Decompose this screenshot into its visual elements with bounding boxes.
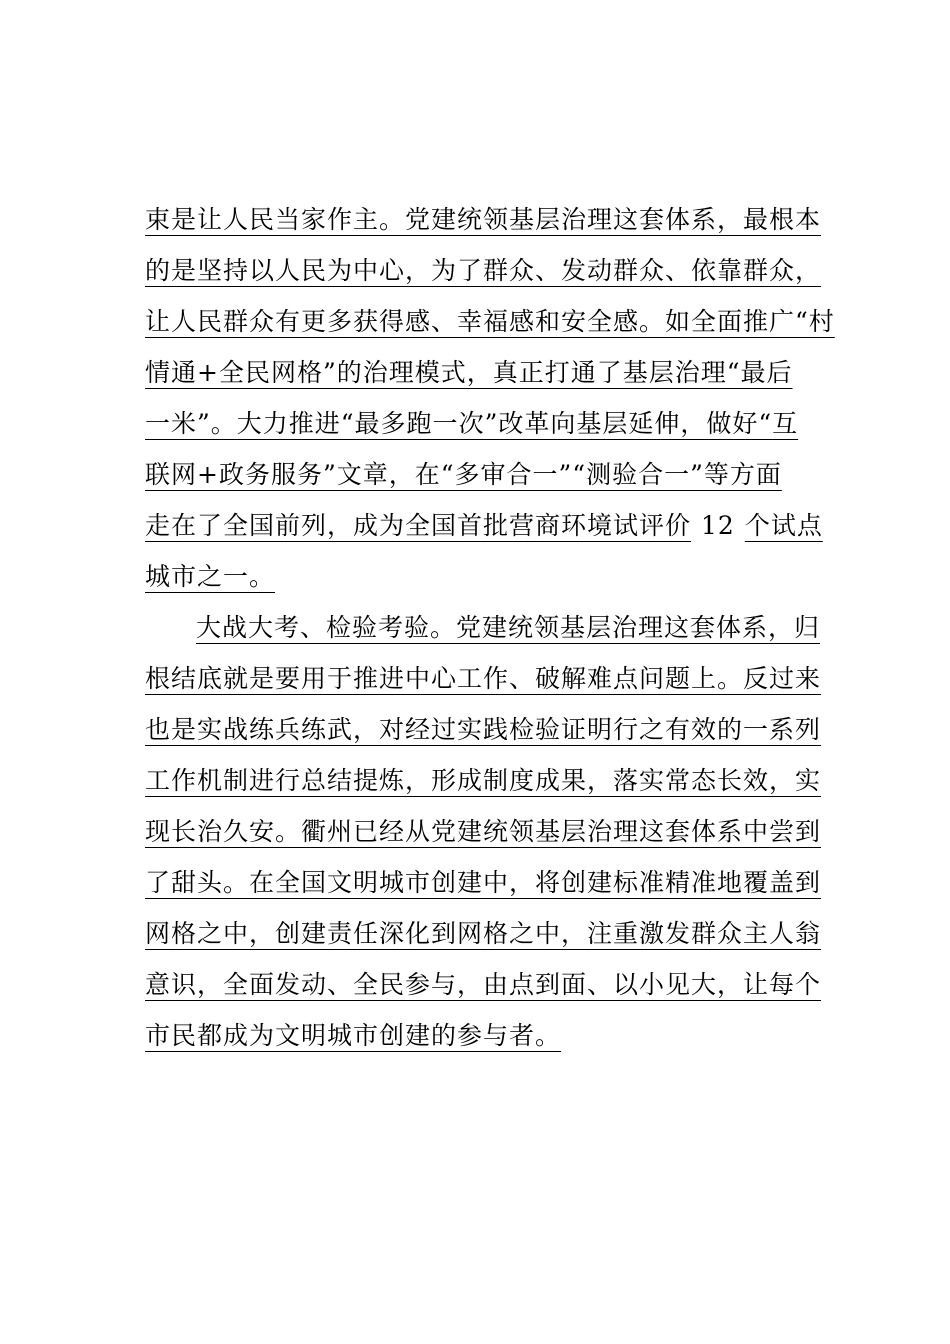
underlined-text: 市民都成为文明城市创建的参与者。	[145, 1021, 562, 1050]
underlined-text: 工作机制进行总结提炼，形成制度成果，落实常态长效，实	[145, 766, 822, 795]
text-line	[145, 912, 845, 963]
body-text	[145, 198, 845, 1065]
text-line	[145, 351, 845, 402]
underlined-text: 让人民群众有更多获得感、幸福感和安全感。如全面推广“村	[145, 307, 835, 336]
text-line	[145, 657, 845, 708]
underlined-text: 的是坚持以人民为中心，为了群众、发动群众、依靠群众，	[145, 256, 822, 285]
text-line	[145, 963, 845, 1014]
text-line	[145, 555, 845, 606]
underlined-text: 网格之中，创建责任深化到网格之中，注重激发群众主人翁	[145, 919, 822, 948]
text-line	[145, 249, 845, 300]
underlined-text: 城市之一。	[145, 562, 276, 591]
text-line	[145, 861, 845, 912]
text-line	[145, 810, 845, 861]
underlined-text: 大战大考、检验考验。党建统领基层治理这套体系，归	[196, 613, 821, 642]
text-line	[145, 759, 845, 810]
text-line	[145, 198, 845, 249]
paragraph-1	[145, 198, 845, 606]
text-line	[145, 402, 845, 453]
underlined-text: 情通+全民网格”的治理模式，真正打通了基层治理“最后	[145, 358, 793, 387]
number-12: 12	[701, 511, 735, 540]
paragraph-2	[145, 606, 845, 1065]
text-line	[145, 1014, 845, 1065]
underlined-text: 根结底就是要用于推进中心工作、破解难点问题上。反过来	[145, 664, 822, 693]
underlined-text: 联网+政务服务”文章，在“多审合一”“测验合一”等方面	[145, 460, 782, 489]
underlined-text: 也是实战练兵练武，对经过实践检验证明行之有效的一系列	[145, 715, 822, 744]
underlined-text: 个试点	[744, 511, 823, 540]
text-line	[145, 606, 845, 657]
underlined-text: 走在了全国前列，成为全国首批营商环境试评价	[145, 511, 692, 540]
text-line	[145, 708, 845, 759]
underlined-text: 意识，全面发动、全民参与，由点到面、以小见大，让每个	[145, 970, 822, 999]
text-line	[145, 504, 845, 555]
underlined-text: 了甜头。在全国文明城市创建中，将创建标准精准地覆盖到	[145, 868, 822, 897]
underlined-text: 现长治久安。衢州已经从党建统领基层治理这套体系中尝到	[145, 817, 822, 846]
underlined-text: 束是让人民当家作主。党建统领基层治理这套体系，最根本	[145, 205, 822, 234]
text-line	[145, 453, 845, 504]
underlined-text: 一米”。大力推进“最多跑一次”改革向基层延伸，做好“互	[145, 409, 799, 438]
text-line	[145, 300, 845, 351]
